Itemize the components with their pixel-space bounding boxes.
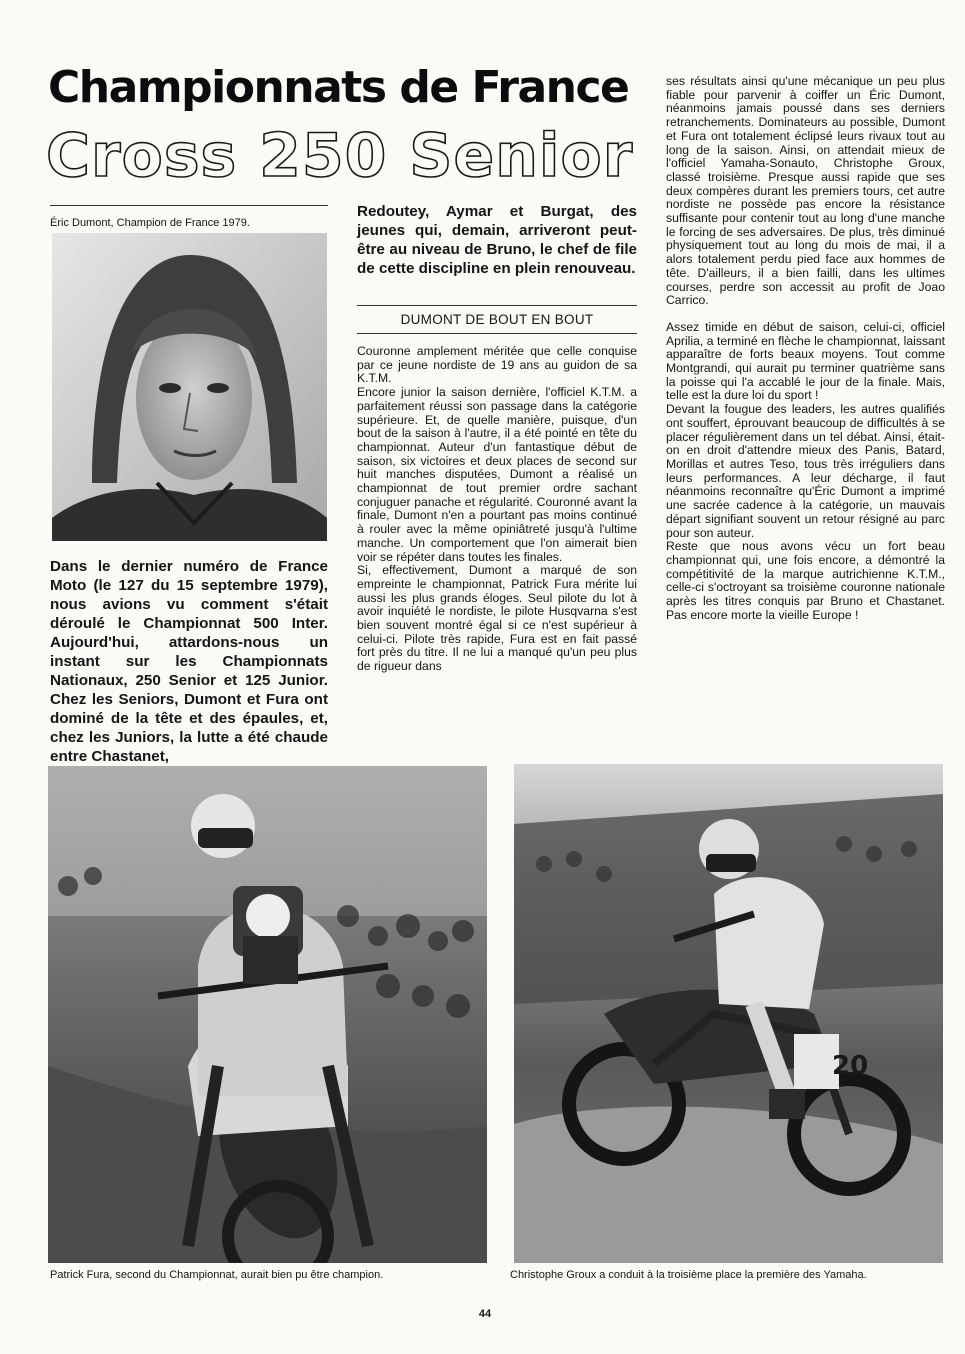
body-column-right bbox=[666, 75, 945, 622]
photo-christophe-groux bbox=[514, 764, 943, 1263]
page-number: 44 bbox=[478, 1308, 492, 1320]
article-title: Championnats de France bbox=[48, 62, 629, 113]
body-column-middle bbox=[357, 345, 637, 674]
section-heading: DUMONT DE BOUT EN BOUT bbox=[400, 312, 594, 327]
portrait-photo bbox=[52, 233, 327, 541]
lead-paragraph-middle: Redoutey, Aymar et Burgat, des jeunes qui, demain, arriveront peut-être au niveau de Bruno, le chef de file de cette discipline en plein renouveau. bbox=[357, 203, 637, 277]
motocross-jump-image bbox=[514, 764, 943, 1263]
lead-paragraph-left: Dans le dernier numéro de France Moto (le 127 du 15 septembre 1979), nous avions vu comment s'était déroulé le Championnat 500 Inter. Aujourd'hui, attardons-nous un instant sur les Championnats Nationaux, 250 Senior et 125 Junior. Chez les Seniors, Dumont et Fura ont dominé de la tête et des épaules, et, chez les Juniors, la lutte a été chaude entre Chastanet, bbox=[50, 558, 328, 765]
section-rule-top bbox=[357, 305, 637, 306]
body-paragraph: Couronne amplement méritée que celle conquise par ce jeune nordiste de 19 ans au guidon de sa K.T.M. bbox=[357, 344, 637, 386]
article-subtitle: Cross 250 Senior bbox=[46, 121, 634, 191]
caption-patrick-fura: Patrick Fura, second du Championnat, aurait bien pu être champion. bbox=[50, 1269, 384, 1281]
body-paragraph: ses résultats ainsi qu'une mécanique un peu plus fiable pour parvenir à coiffer un Éric Dumont, néanmoins jamais poussé dans ses derniers retranchements. Dominateurs au possible, Dumont et Fura ont totalement éclipsé leurs rivaux tout au long de la saison. Ainsi, on attendait mieux de l'officiel Yamaha-Sonauto, Christophe Groux, classé troisième. Presque aussi rapide que ses deux compères durant les premiers tours, cet autre nordiste ne possède pas encore la résistance suffisante pour contenir tout au long d'une manche le forcing de ses adversaires. De plus, très diminué physiquement tout au long du mois de mai, il a alors totalement perdu pied face aux hommes de tête. D'ailleurs, il a bien failli, dans les ultimes courses, perdre son accessit au profit de Joao Carrico. bbox=[666, 74, 945, 308]
body-paragraph: Assez timide en début de saison, celui-ci, officiel Aprilia, a terminé en flèche le championnat, laissant apparaître de forts beaux moyens. Tout comme Montgrandi, qui aurait pu terminer quatrième sans la poisse qui l'a accablé le jour de la finale. Mais, telle est la dure loi du sport ! bbox=[666, 319, 945, 403]
photo-patrick-fura bbox=[48, 766, 487, 1263]
caption-christophe-groux: Christophe Groux a conduit à la troisième place la première des Yamaha. bbox=[510, 1269, 867, 1281]
bike-number-plate: 20 bbox=[832, 1051, 869, 1081]
motocross-rider-image bbox=[48, 766, 487, 1263]
body-paragraph: Reste que nous avons vécu un fort beau championnat qui, une fois encore, a démontré la compétitivité de la marque autrichienne K.T.M., celle-ci s'octroyant sa troisième couronne nationale après les titres conquis par Bruno et Chastanet. Pas encore morte la vieille Europe ! bbox=[666, 539, 945, 622]
body-paragraph: Encore junior la saison dernière, l'officiel K.T.M. a parfaitement réussi son passage dans la catégorie supérieure. Et, de quelle manière, puisque, d'un bout de la saison à l'autre, il a été pointé en tête du championnat. Auteur d'un fantastique début de saison, six victoires et deux places de second sur huit manches disputées, Dumont a réalisé un championnat de tout premier ordre sachant conjuguer panache et régularité. Couronné avant la finale, Dumont n'en a pourtant pas moins continué à rouler avec la même opiniâtreté jusqu'à l'ultime manche. Un comportement que l'on aimerait bien voir se répéter dans toutes les finales. bbox=[357, 385, 637, 564]
body-paragraph: Devant la fougue des leaders, les autres qualifiés ont souffert, éprouvant beaucoup de difficultés à se placer régulièrement dans un tel débat. Ainsi, était-on en droit d'attendre mieux des Panis, Batard, Morillas et autres Teso, tous très irréguliers dans leurs performances. A leur décharge, il faut néanmoins reconnaître qu'Éric Dumont a imprimé une sacrée cadence à la catégorie, un mauvais départ signifiant souvent un retour résigné au parc pour son auteur. bbox=[666, 402, 945, 540]
portrait-image bbox=[52, 233, 327, 541]
portrait-top-rule bbox=[50, 205, 328, 206]
body-paragraph: Si, effectivement, Dumont a marqué de son empreinte le championnat, Patrick Fura mérite lui aussi les plus grands éloges. Seul pilote du lot à avoir inquiété le nordiste, le pilote Husqvarna s'est bien souvent montré égal si ce n'est supérieur à celui-ci. Pilote très rapide, Fura est en fait passé fort près du titre. Il ne lui a manqué qu'un peu plus de rigueur dans bbox=[357, 563, 637, 674]
portrait-caption: Éric Dumont, Champion de France 1979. bbox=[50, 217, 250, 229]
section-rule-bottom bbox=[357, 333, 637, 334]
